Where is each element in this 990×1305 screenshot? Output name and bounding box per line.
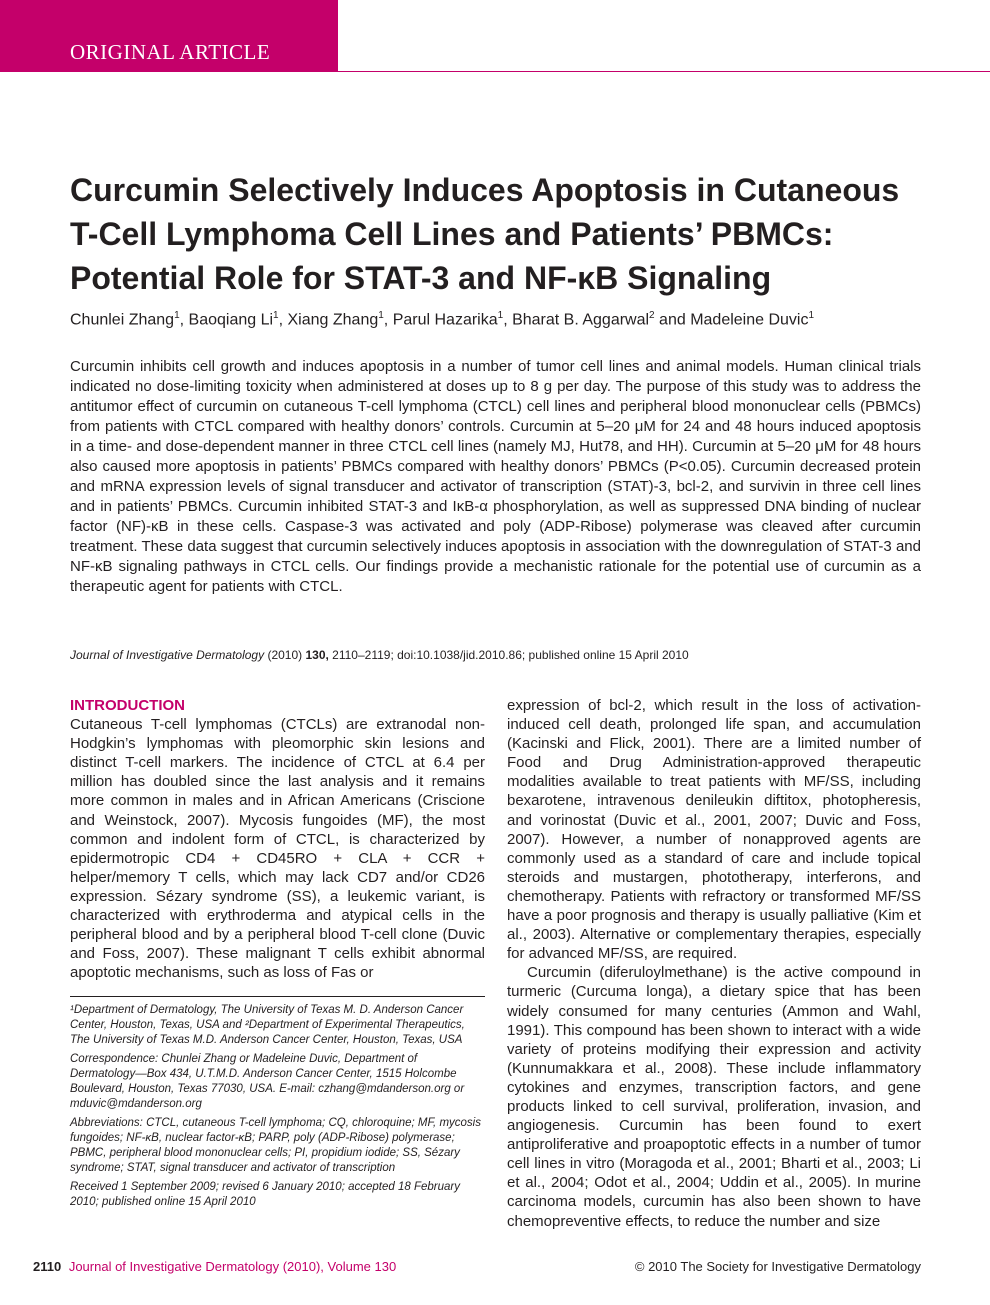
author-name: Madeleine Duvic <box>690 311 809 329</box>
citation-details: 2110–2119; doi:10.1038/jid.2010.86; published online 15 April 2010 <box>328 648 689 662</box>
title-line-1: Curcumin Selectively Induces Apoptosis in Cutaneous <box>70 172 900 208</box>
author-affiliation: 1 <box>174 310 180 321</box>
article-title <box>70 168 930 300</box>
article-type-label: ORIGINAL ARTICLE <box>70 40 271 64</box>
footnotes <box>70 1003 485 1214</box>
section-heading-introduction: INTRODUCTION <box>70 697 185 714</box>
author-name: Bharat B. Aggarwal <box>512 311 650 329</box>
page-footer <box>33 1258 396 1276</box>
abstract: Curcumin inhibits cell growth and induces apoptosis in a number of tumor cell lines and animal models. Human clinical trials indicated no dose-limiting toxicity when administered at doses up to 8 g per day. The purpose of this study was to address the antitumor effect of curcumin on cutaneous T-cell lymphoma (CTCL) cell lines and peripheral blood mononuclear cells (PBMCs) from patients with CTCL compared with healthy donors’ controls. Curcumin at 5–20 μM for 24 and 48 hours induced apoptosis in a time- and dose-dependent manner in three CTCL cell lines (namely MJ, Hut78, and HH). Curcumin at 5–20 μM for 48 hours also caused more apoptosis in patients’ PBMCs compared with healthy donors’ PBMCs (P<0.05). Curcumin decreased protein and mRNA expression levels of signal transducer and activator of transcription (STAT)-3, bcl-2, and survivin in three cell lines and in patients’ PBMCs. Curcumin inhibited STAT-3 and IκB-α phosphorylation, as well as suppressed DNA binding of nuclear factor (NF)-κB in these cells. Caspase-3 was activated and poly (ADP-Ribose) polymerase was cleaved after curcumin treatment. These data suggest that curcumin selectively induces apoptosis in association with the downregulation of STAT-3 and NF-κB signaling pathways in CTCL cells. Our findings provide a mechanistic rationale for the potential use of curcumin as a therapeutic agent for patients with CTCL. <box>70 358 921 595</box>
intro-paragraph-3: Curcumin (diferuloylmethane) is the active compound in turmeric (Curcuma longa), a dietary spice that has been widely consumed for many centuries (Ammon and Wahl, 1991). This compound has been shown to interact with a wide variety of proteins modifying their expression and activity (Kunnumakkara et al., 2008). These include inflammatory cytokines and enzymes, transcription factors, and gene products linked to cell survival, proliferation, invasion, and angiogenesis. Curcumin has been found to exert antiproliferative and proapoptotic effects in a number of tumor cell lines in vitro (Moragoda et al., 2001; Bharti et al., 2003; Li et al., 2004; Odot et al., 2004; Uddin et al., 2005). In murine carcinoma models, curcumin has also been shown to have chemopreventive effects, to reduce the number and size <box>507 964 921 1230</box>
footnote-rule <box>70 996 485 997</box>
page-number: 2110 <box>33 1259 62 1274</box>
footnote-affiliations: ¹Department of Dermatology, The University of Texas M. D. Anderson Cancer Center, Houston, Texas, USA and ²Department of Experimental Therapeutics, The University of Texas M.D. Anderson Cancer Center, Houston, Texas, USA <box>70 1004 465 1046</box>
footnote-dates: Received 1 September 2009; revised 6 January 2010; accepted 18 February 2010; published online 15 April 2010 <box>70 1181 460 1208</box>
author-name: Chunlei Zhang <box>70 311 175 329</box>
article-type-banner <box>0 0 338 72</box>
author-separator: , <box>179 311 189 329</box>
author-name: Xiang Zhang <box>287 311 379 329</box>
citation-year: (2010) <box>264 648 306 662</box>
footer-journal-reference: Journal of Investigative Dermatology (2010), Volume 130 <box>68 1259 397 1274</box>
citation-line <box>70 646 930 664</box>
footnote-abbreviations: Abbreviations: CTCL, cutaneous T-cell lymphoma; CQ, chloroquine; MF, mycosis fungoides; NF-κB, nuclear factor-κB; PARP, poly (ADP-Ribose) polymerase; PBMC, peripheral blood mononuclear cells; PI, propidium iodide; SS, Sézary syndrome; STAT, signal transducer and activator of transcription <box>70 1117 481 1174</box>
left-column <box>70 696 485 982</box>
author-separator: , <box>503 311 513 329</box>
author-affiliation: 1 <box>378 310 384 321</box>
author-list <box>70 304 930 332</box>
author-separator: , <box>278 311 288 329</box>
author-affiliation: 1 <box>808 310 815 321</box>
intro-paragraph-1: Cutaneous T-cell lymphomas (CTCLs) are extranodal non-Hodgkin’s lymphomas with pleomorphic skin lesions and distinct T-cell markers. The incidence of CTCL at 6.4 per million has doubled since the last analysis and it remains more common in males and in African Americans (Criscione and Weinstock, 2007). Mycosis fungoides (MF), the most common and indolent form of CTCL, is characterized by epidermotropic CD4 + CD45RO + CLA + CCR + helper/memory T cells, which may lack CD7 and/or CD26 expression. Sézary syndrome (SS), a leukemic variant, is characterized with erythroderma and atypical cells in the peripheral blood and by a peripheral blood T-cell clone (Duvic and Foss, 2007). These malignant T cells exhibit abnormal apoptotic mechanisms, such as loss of Fas or <box>70 716 485 982</box>
author-name: Baoqiang Li <box>188 311 274 329</box>
title-line-3: Potential Role for STAT-3 and NF-κB Signaling <box>70 260 772 296</box>
citation-journal: Journal of Investigative Dermatology <box>70 648 265 662</box>
author-separator: and <box>654 311 691 329</box>
author-affiliation: 1 <box>497 310 504 321</box>
intro-paragraph-2: expression of bcl-2, which result in the loss of activation-induced cell death, prolonged life span, and accumulation (Kacinski and Flick, 2001). There are a limited number of Food and Drug Administration-approved therapeutic modalities available to treat patients with MF/SS, including bexarotene, intravenous denileukin diftitox, photopheresis, and vorinostat (Duvic et al., 2001, 2007; Duvic and Foss, 2007). However, a number of nonapproved agents are commonly used as a standard of care and include topical steroids and mustargen, phototherapy, interferons, and chemotherapy. Patients with refractory or transformed MF/SS have a poor prognosis and therapy is usually palliative (Kim et al., 2003). Alternative or complementary therapies, especially for advanced MF/SS, are required. <box>507 697 921 963</box>
author-name: Parul Hazarika <box>392 311 498 329</box>
author-affiliation: 1 <box>273 310 279 321</box>
header-rule <box>338 71 990 72</box>
author-affiliation: 2 <box>649 310 655 321</box>
title-line-2: T-Cell Lymphoma Cell Lines and Patients’ PBMCs: <box>70 216 834 252</box>
right-column <box>507 696 921 1231</box>
author-separator: , <box>383 311 393 329</box>
footer-copyright: © 2010 The Society for Investigative Dermatology <box>634 1259 921 1274</box>
footnote-correspondence: Correspondence: Chunlei Zhang or Madeleine Duvic, Department of Dermatology—Box 434, U.T.M.D. Anderson Cancer Center, 1515 Holcombe Boulevard, Houston, Texas 77030, USA. E-mail: czhang@mdanderson.org or mduvic@mdanderson.org <box>70 1053 465 1110</box>
citation-volume: 130, <box>305 648 329 662</box>
